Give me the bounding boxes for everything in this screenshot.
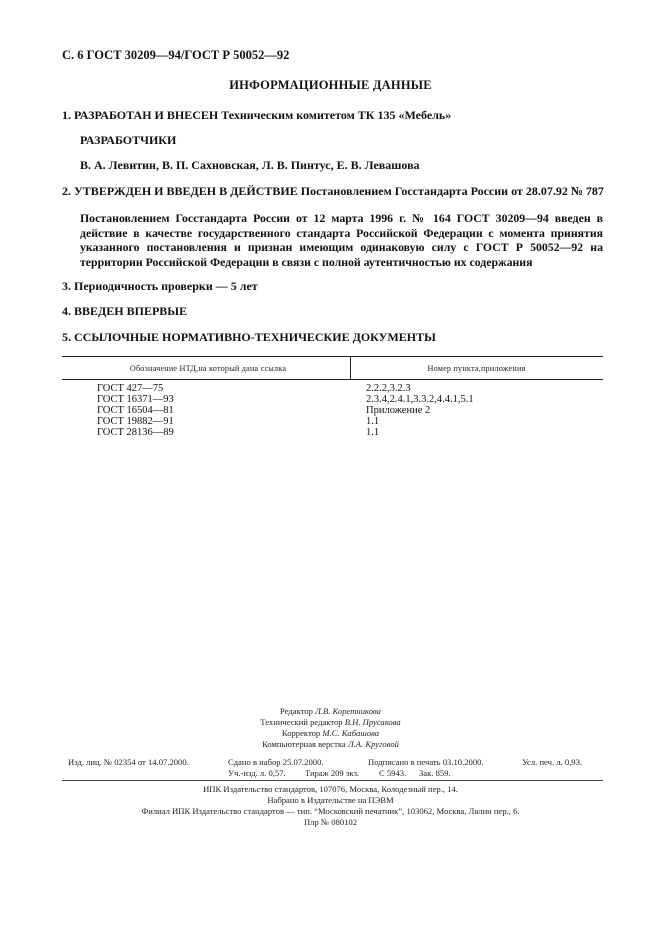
imprint-editor (0, 706, 661, 716)
column-header-document: Обозначение НТД,на который дана ссылка (129, 364, 287, 373)
tech-editor-label: Технический редактор (260, 717, 345, 727)
page-header: С. 6 ГОСТ 30209—94/ГОСТ Р 50052—92 (62, 48, 290, 62)
item-4 (62, 304, 187, 319)
imprint-licence: Изд. лиц. № 02354 от 14.07.2000. (68, 757, 189, 767)
imprint-publisher: ИПК Издательство стандартов, 107076, Москва, Колодезный пер., 14. (203, 784, 458, 794)
table-cell-doc-3: ГОСТ 16504—81 (97, 405, 174, 416)
tech-editor-name: В.Н. Прусакова (344, 717, 401, 727)
layout-label: Компьютерная верстка (262, 739, 348, 749)
editor-label: Редактор (280, 706, 316, 716)
editor-name: Л.В. Коретникова (315, 706, 381, 716)
table-cell-doc-1: ГОСТ 427—75 (97, 383, 164, 394)
table-cell-clause-5: 1.1 (366, 427, 380, 438)
item-3-number: 3. (62, 279, 71, 293)
item-2-text: Постановлением Госстандарта России от 28.07.92 № 787 (297, 184, 604, 198)
item-2 (62, 184, 604, 199)
proofreader-label: Корректор (281, 728, 323, 738)
decree-paragraph: Постановлением Госстандарта России от 12 марта 1996 г. № 164 ГОСТ 30209—94 введен в действие в качестве государственного стандарта Российской Федерации с момента принятия указанного постановления и признан имеющим одинаковую силу с ГОСТ Р 50052—92 на территории Российской Федерации в связи с полной аутентичностью их содержания (80, 211, 603, 269)
imprint-sent: Сдано в набор 25.07.2000. (228, 757, 324, 767)
item-1 (62, 108, 451, 123)
table-cell-clause-2: 2.3.4,2.4.1,3.3.2,4.4.1,5.1 (366, 394, 474, 405)
table-cell-doc-2: ГОСТ 16371—93 (97, 394, 174, 405)
item-3 (62, 279, 258, 294)
item-2-number: 2. (62, 184, 71, 198)
imprint-branch: Филиал ИПК Издательство стандартов — тип. “Московский печатник”, 103062, Москва, Лялин пер., 6. (141, 806, 520, 816)
column-header-clause: Номер пункта,приложения (427, 364, 526, 373)
item-1-number: 1. (62, 108, 71, 122)
table-cell-clause-3: Приложение 2 (366, 405, 431, 416)
item-3-text: Периодичность проверки — 5 лет (74, 279, 258, 293)
imprint-code: С 5943. (379, 768, 407, 778)
developers-list: В. А. Левитин, В. П. Сахновская, Л. В. Пинтус, Е. В. Левашова (80, 158, 420, 172)
item-1-bold: РАЗРАБОТАН И ВНЕСЕН (74, 108, 219, 122)
table-cell-clause-4: 1.1 (366, 416, 380, 427)
table-header-rule (62, 379, 603, 380)
imprint-layout (0, 739, 661, 749)
imprint-edit-sheets: Уч.-изд. л. 0,57. (228, 768, 286, 778)
imprint-typeset: Набрано в Издательстве на ПЭВМ (267, 795, 394, 805)
imprint-proofreader (0, 728, 661, 738)
item-4-number: 4. (62, 304, 71, 318)
table-cell-doc-5: ГОСТ 28136—89 (97, 427, 174, 438)
item-4-text: ВВЕДЕН ВПЕРВЫЕ (74, 304, 188, 318)
item-5-number: 5. (62, 330, 71, 344)
item-5 (62, 330, 436, 345)
imprint-rule (62, 780, 603, 781)
table-cell-clause-1: 2.2.2,3.2.3 (366, 383, 411, 394)
proofreader-name: М.С. Кабашова (322, 728, 380, 738)
item-5-text: ССЫЛОЧНЫЕ НОРМАТИВНО-ТЕХНИЧЕСКИЕ ДОКУМЕНТЫ (74, 330, 436, 344)
imprint-order: Зак. 859. (419, 768, 451, 778)
item-2-bold: УТВЕРЖДЕН И ВВЕДЕН В ДЕЙСТВИЕ (74, 184, 298, 198)
imprint-plr: Плр № 080102 (303, 817, 358, 827)
table-top-rule (62, 356, 603, 357)
imprint-signed: Подписано в печать 03.10.2000. (368, 757, 484, 767)
developers-heading: РАЗРАБОТЧИКИ (80, 133, 177, 147)
section-title: ИНФОРМАЦИОННЫЕ ДАННЫЕ (229, 78, 432, 92)
item-1-text: Техническим комитетом ТК 135 «Мебель» (218, 108, 452, 122)
imprint-tech-editor (0, 717, 661, 727)
imprint-print-sheets: Усл. печ. л. 0,93. (522, 757, 583, 767)
table-cell-doc-4: ГОСТ 19882—91 (97, 416, 174, 427)
layout-name: Л.А. Круговой (347, 739, 399, 749)
imprint-circulation: Тираж 209 экз. (305, 768, 360, 778)
